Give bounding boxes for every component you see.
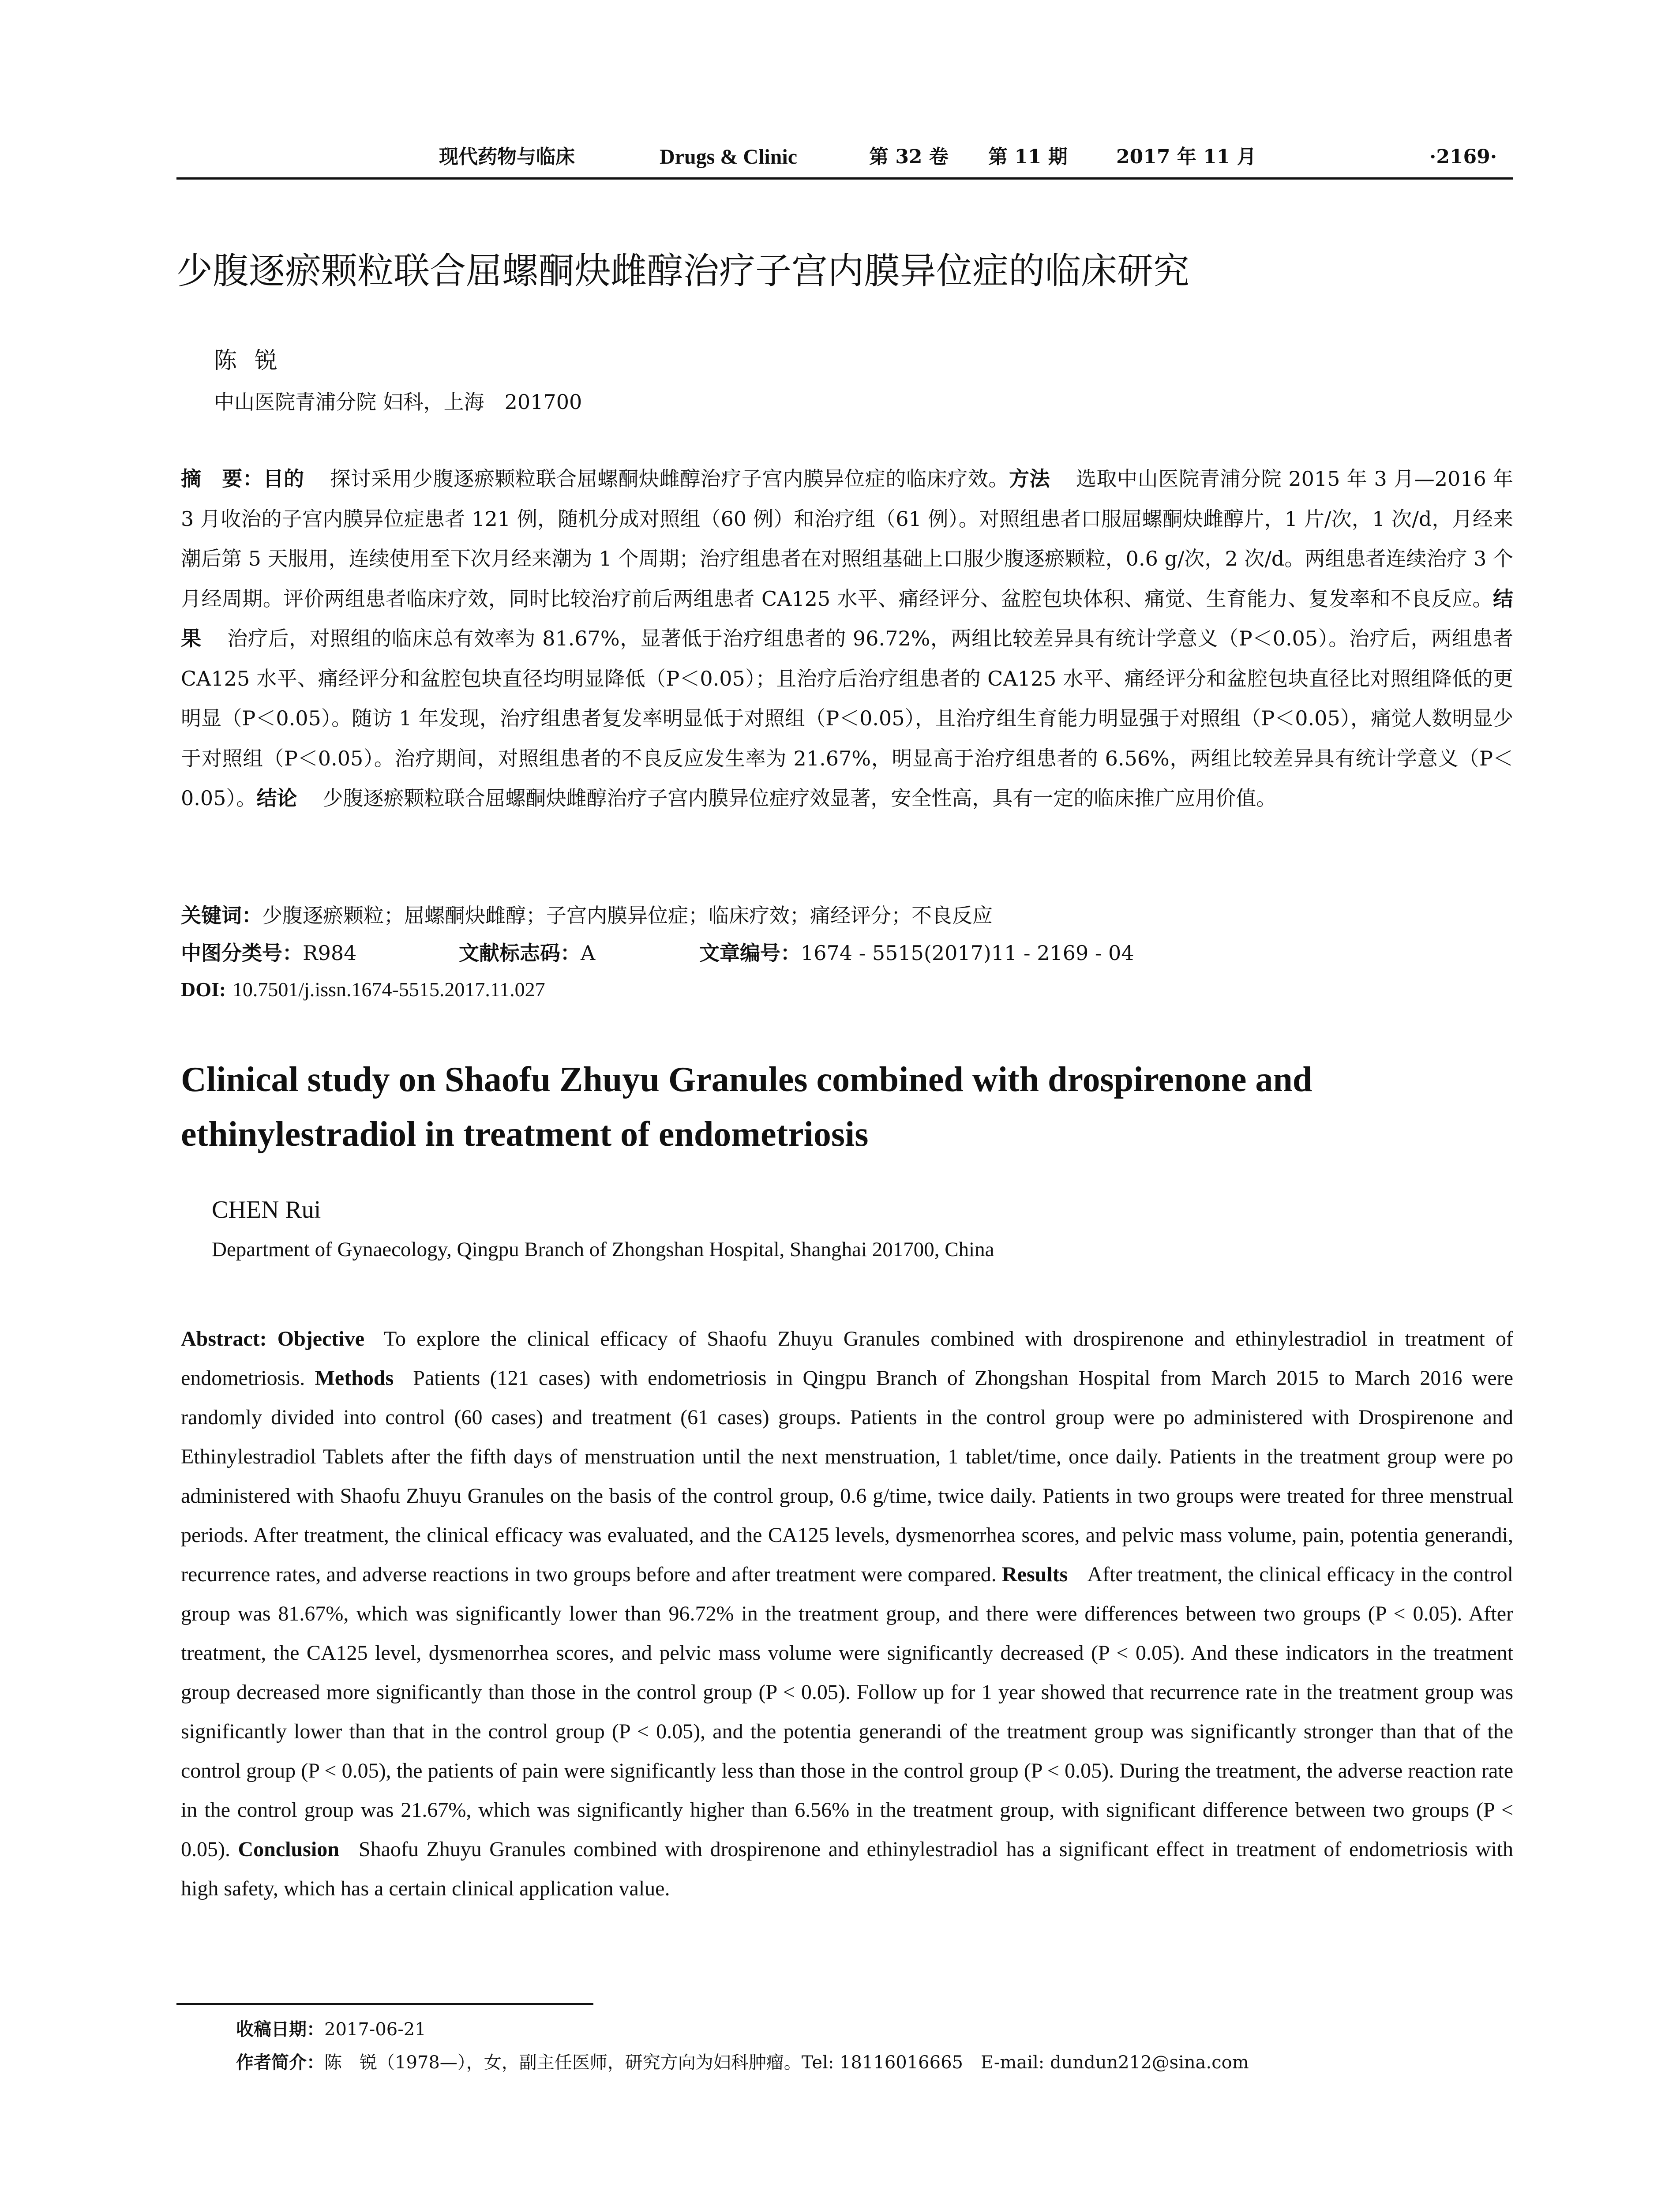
author-cn: 陈锐	[214, 348, 296, 374]
objective-label-en: Objective	[277, 1327, 365, 1351]
results-text-en: After treatment, the clinical efficacy in the control group was 81.67%, which was significantly lower than 96.72% in the treatment group, and there were differences between two groups (P < 0.05). After treatment, the CA125 level, dysmenorrhea scores, and pelvic mass volume were significantly decreased (P < 0.05). And these indicators in the treatment group decreased more significantly than those in the control group (P < 0.05). Follow up for 1 year showed that recurrence rate in the treatment group was significantly lower than that in the control group (P < 0.05), and the potentia generandi of the treatment group was significantly stronger than that of the control group (P < 0.05), the patients of pain were significantly less than those in the control group (P < 0.05). During the treatment, the adverse reaction rate in the control group was 21.67%, which was significantly higher than 6.56% in the treatment group, with significant difference between two groups (P < 0.05).	[181, 1563, 1513, 1861]
results-label-en: Results	[1002, 1563, 1068, 1586]
received-label: 收稿日期：	[236, 2019, 324, 2040]
footnote-rule	[176, 2003, 593, 2005]
header-rule	[176, 177, 1513, 180]
objective-text-en: To explore the clinical efficacy of Shaofu Zhuyu Granules combined with drospirenone and ethinylestradiol in treatment of endometriosis.	[181, 1327, 1514, 1390]
methods-text-cn: 选取中山医院青浦分院 2015 年 3 月—2016 年 3 月收治的子宫内膜异位症患者 121 例，随机分成对照组（60 例）和治疗组（61 例）。对照组患者口服屈螺酮炔雌醇片，1 片/次，1 次/d，月经来潮后第 5 天服用，连续使用至下次月经来潮为 1 个周期；治疗组患者在对照组基础上口服少腹逐瘀颗粒，0.6 g/次，2 次/d。两组患者连续治疗 3 个月经周期。评价两组患者临床疗效，同时比较治疗前后两组患者 CA125 水平、痛经评分、盆腔包块体积、痛觉、生育能力、复发率和不良反应。	[181, 467, 1514, 611]
conclusion-label-cn: 结论	[256, 786, 297, 810]
conclusion-label-en: Conclusion	[238, 1838, 339, 1861]
doi-label: DOI:	[181, 978, 226, 1001]
abstract-en	[181, 1319, 1513, 1908]
title-en: Clinical study on Shaofu Zhuyu Granules combined with drospirenone and ethinylestradiol in treatment of endometriosis	[181, 1060, 1312, 1154]
article-number-label: 文章编号：	[699, 941, 801, 965]
objective-text-cn: 探讨采用少腹逐瘀颗粒联合屈螺酮炔雌醇治疗子宫内膜异位症的临床疗效。	[330, 467, 1009, 491]
affiliation-cn: 中山医院青浦分院 妇科，上海 201700	[214, 390, 582, 414]
volume: 第 32 卷	[869, 146, 949, 168]
class-value: R984	[303, 941, 357, 965]
issue: 第 11 期	[988, 146, 1068, 168]
received-value: 2017-06-21	[324, 2019, 426, 2040]
doi-link[interactable]: 10.7501/j.issn.1674-5515.2017.11.027	[232, 978, 545, 1001]
running-header	[176, 140, 1513, 174]
methods-text-en: Patients (121 cases) with endometriosis in Qingpu Branch of Zhongshan Hospital from March 2015 to March 2016 were randomly divided into control (60 cases) and treatment (61 cases) groups. Patients in the control group were po administered with Drospirenone and Ethinylestradiol Tablets after the fifth days of menstruation until the next menstruation, 1 tablet/time, once daily. Patients in the treatment group were po administered with Shaofu Zhuyu Granules on the basis of the control group, 0.6 g/time, twice daily. Patients in two groups were treated for three menstrual periods. After treatment, the clinical efficacy was evaluated, and the CA125 levels, dysmenorrhea scores, and pelvic mass volume, pain, potentia generandi, recurrence rates, and adverse reactions in two groups before and after treatment were compared.	[181, 1366, 1514, 1586]
author-bio	[236, 2047, 1249, 2078]
conclusion-text-en: Shaofu Zhuyu Granules combined with drospirenone and ethinylestradiol has a significant effect in treatment of endometriosis with high safety, which has a certain clinical application value.	[181, 1838, 1514, 1900]
issue-date: 2017 年 11 月	[1116, 146, 1256, 168]
doi-line	[181, 971, 545, 1008]
journal-name-cn: 现代药物与临床	[439, 146, 575, 168]
results-label-cn: 结果	[181, 586, 1513, 650]
received-date	[236, 2014, 426, 2045]
doc-code-label: 文献标志码：	[459, 941, 581, 965]
bio-value: 陈 锐（1978—），女，副主任医师，研究方向为妇科肿瘤。Tel: 18116016665 E-mail: dundun212@sina.com	[324, 2052, 1249, 2073]
author-en: CHEN Rui	[212, 1196, 321, 1223]
page-number: ·2169·	[1429, 146, 1497, 168]
keywords-cn	[181, 897, 993, 934]
keywords-text: 少腹逐瘀颗粒；屈螺酮炔雌醇；子宫内膜异位症；临床疗效；痛经评分；不良反应	[262, 904, 993, 927]
classification-line	[181, 934, 1134, 972]
objective-label-cn: 目的	[263, 467, 304, 491]
title-cn: 少腹逐瘀颗粒联合屈螺酮炔雌醇治疗子宫内膜异位症的临床研究	[176, 250, 1190, 292]
abstract-label-cn: 摘 要：	[181, 467, 263, 491]
journal-name-en: Drugs & Clinic	[660, 145, 797, 169]
conclusion-text-cn: 少腹逐瘀颗粒联合屈螺酮炔雌醇治疗子宫内膜异位症疗效显著，安全性高，具有一定的临床推广应用价值。	[322, 786, 1277, 810]
abstract-label-en: Abstract:	[181, 1327, 267, 1351]
keywords-label: 关键词：	[181, 904, 262, 927]
article-number-value: 1674 - 5515(2017)11 - 2169 - 04	[801, 941, 1134, 965]
methods-label-en: Methods	[315, 1366, 394, 1390]
class-label: 中图分类号：	[181, 941, 303, 965]
methods-label-cn: 方法	[1009, 467, 1050, 491]
abstract-cn	[181, 459, 1513, 818]
affiliation-en: Department of Gynaecology, Qingpu Branch of Zhongshan Hospital, Shanghai 201700, China	[212, 1238, 994, 1261]
results-text-cn: 治疗后，对照组的临床总有效率为 81.67%，显著低于治疗组患者的 96.72%，两组比较差异具有统计学意义（P＜0.05）。治疗后，两组患者 CA125 水平、痛经评分和盆腔包块直径均明显降低（P＜0.05）；且治疗后治疗组患者的 CA125 水平、痛经评分和盆腔包块直径比对照组降低的更明显（P＜0.05）。随访 1 年发现，治疗组患者复发率明显低于对照组（P＜0.05），且治疗组生育能力明显强于对照组（P＜0.05），痛觉人数明显少于对照组（P＜0.05）。治疗期间，对照组患者的不良反应发生率为 21.67%，明显高于治疗组患者的 6.56%，两组比较差异具有统计学意义（P＜0.05）。	[181, 627, 1513, 810]
bio-label: 作者简介：	[236, 2052, 324, 2073]
doc-code-value: A	[581, 941, 596, 965]
